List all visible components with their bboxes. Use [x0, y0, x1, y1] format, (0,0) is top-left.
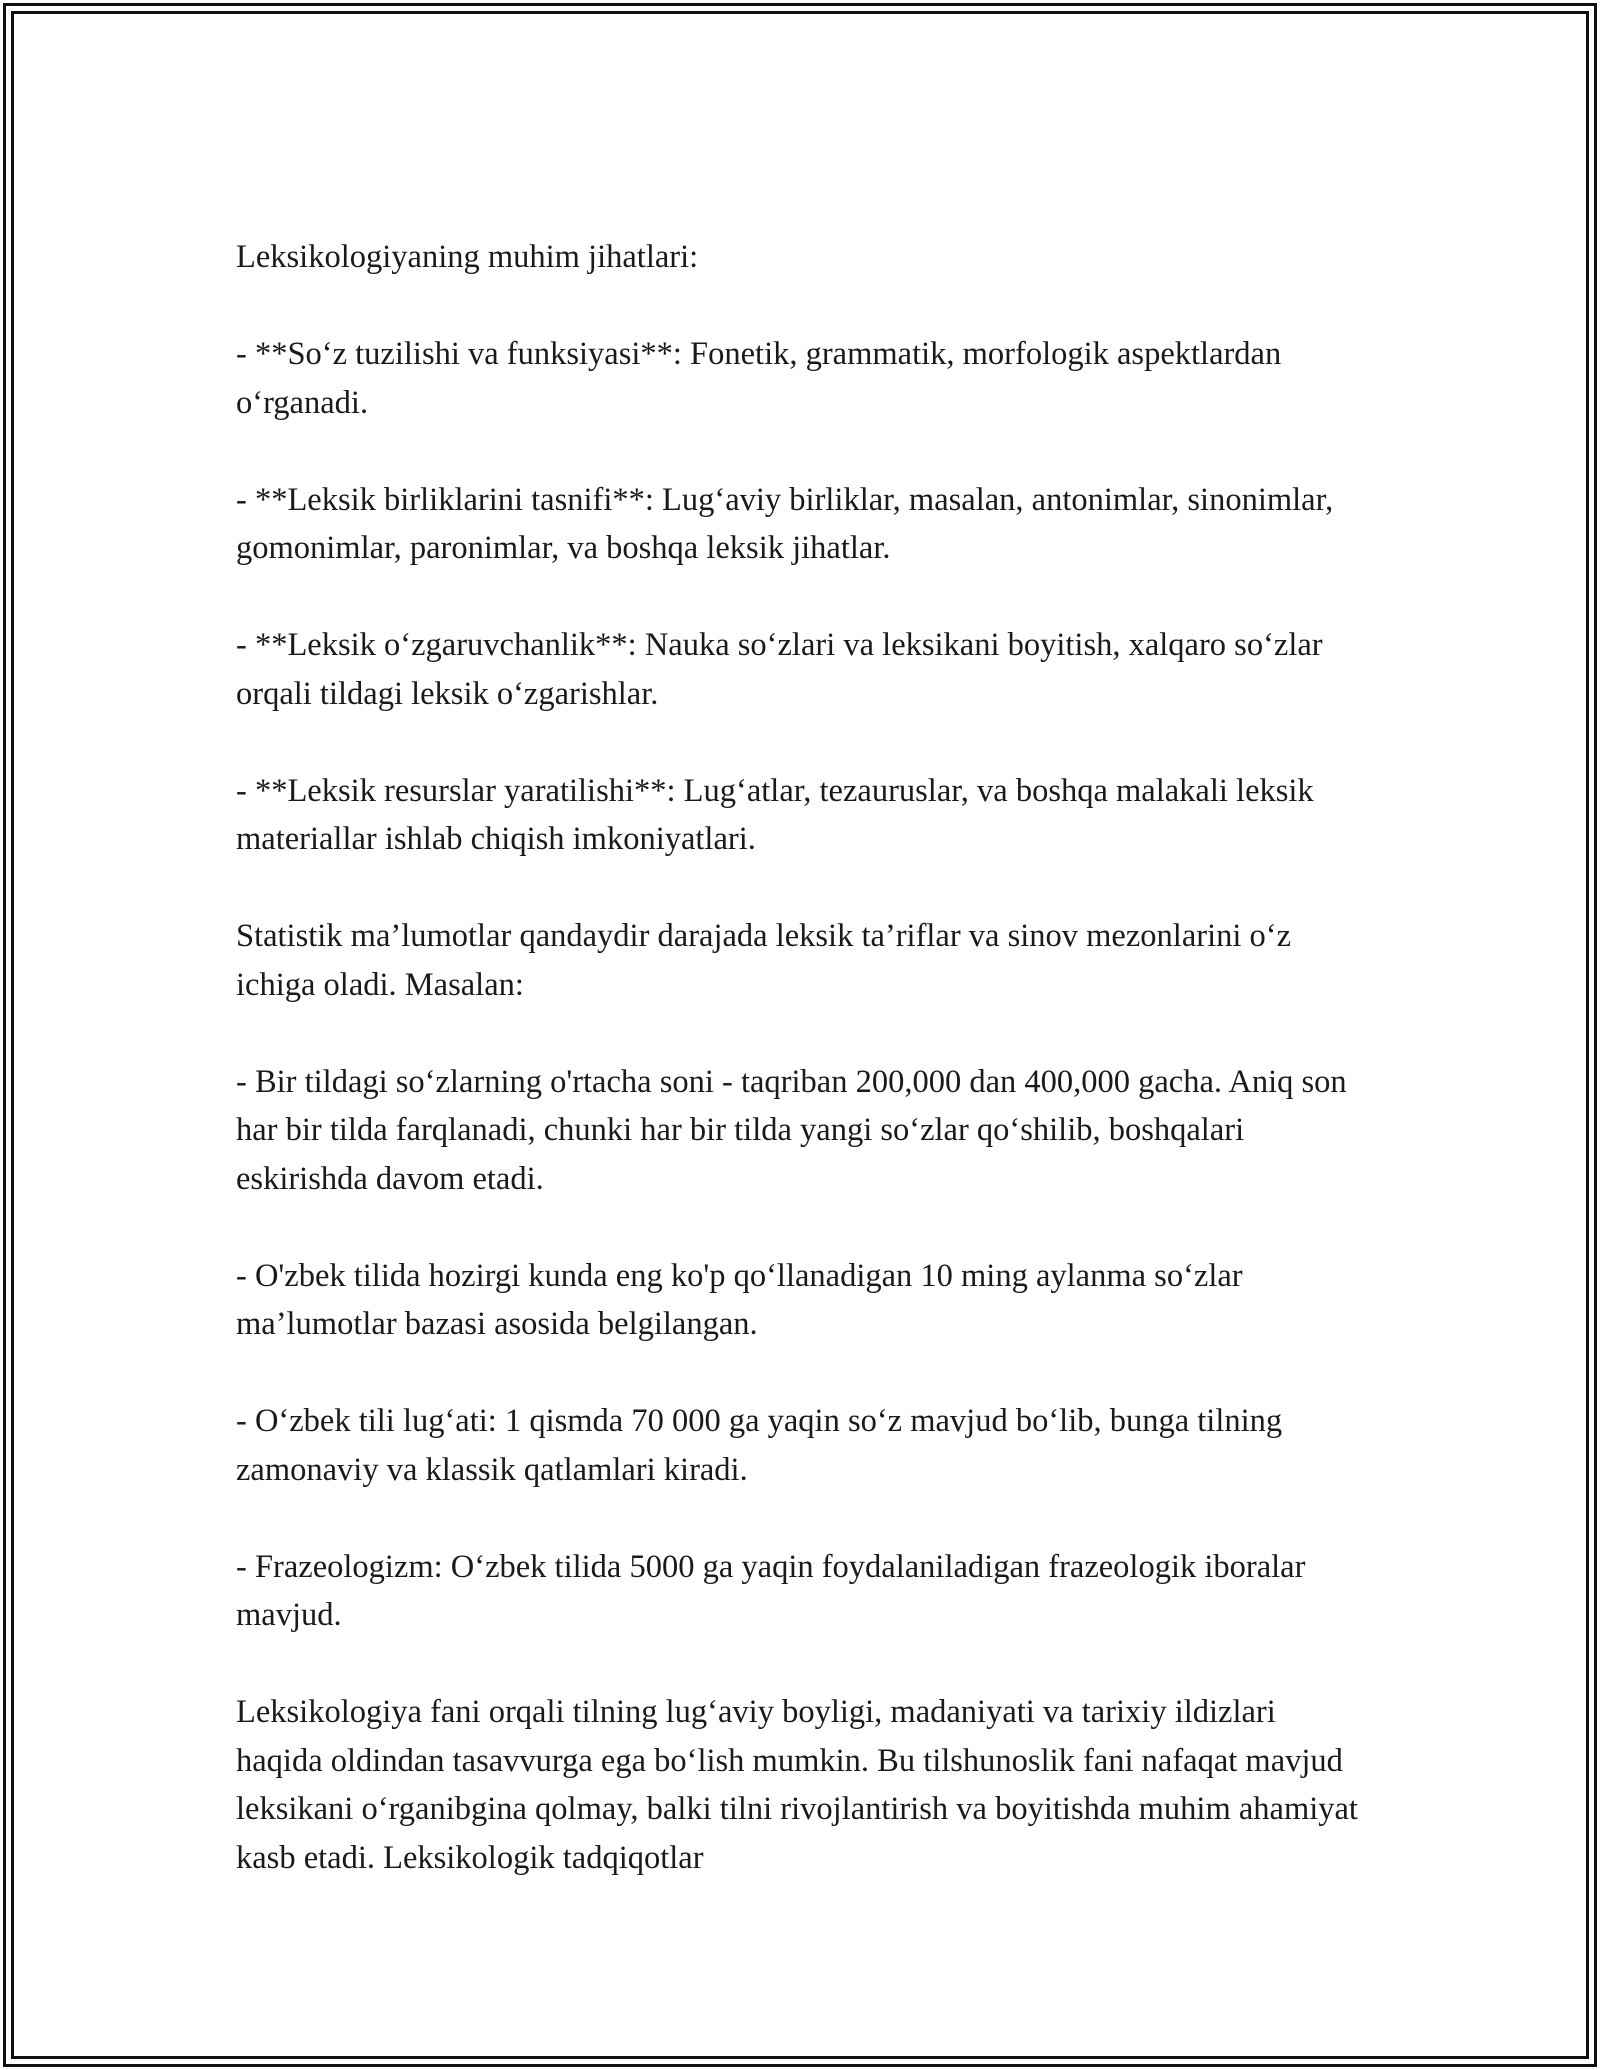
stats-item: - O'zbek tilida hozirgi kunda eng ko'p qo‘llanadigan 10 ming aylanma so‘zlar ma’lumotlar bazasi asosida belgilangan.: [236, 1257, 1243, 1342]
aspect-item: - **Leksik o‘zgaruvchanlik**: Nauka so‘zlari va leksikani boyitish, xalqaro so‘zlar orqali tildagi leksik o‘zgarishlar.: [236, 627, 1323, 712]
section-heading: Leksikologiyaning muhim jihatlari:: [236, 239, 699, 275]
stats-item: - Bir tildagi so‘zlarning o'rtacha soni - taqriban 200,000 dan 400,000 gacha. Aniq son har bir tilda farqlanadi, chunki har bir tilda yangi so‘zlar qo‘shilib, boshqalari eskirishda davom etadi.: [236, 1063, 1347, 1197]
stats-item: - Frazeologizm: O‘zbek tilida 5000 ga yaqin foydalaniladigan frazeologik iboralar mavjud.: [236, 1548, 1306, 1633]
document-body: [236, 233, 1366, 1882]
stats-item: - O‘zbek tili lug‘ati: 1 qismda 70 000 ga yaqin so‘z mavjud bo‘lib, bunga tilning zamonaviy va klassik qatlamlari kiradi.: [236, 1403, 1283, 1488]
conclusion-paragraph: Leksikologiya fani orqali tilning lug‘aviy boyligi, madaniyati va tarixiy ildizlari haqida oldindan tasavvurga ega bo‘lish mumkin. Bu tilshunoslik fani nafaqat mavjud leksikani o‘rganibgina qolmay, balki tilni rivojlantirish va boyitishda muhim ahamiyat kasb etadi. Leksikologik tadqiqotlar: [236, 1694, 1358, 1876]
aspect-item: - **Leksik resurslar yaratilishi**: Lug‘atlar, tezauruslar, va boshqa malakali leksik materiallar ishlab chiqish imkoniyatlari.: [236, 772, 1314, 857]
aspect-item: - **Leksik birliklarini tasnifi**: Lug‘aviy birliklar, masalan, antonimlar, sinonimlar, gomonimlar, paronimlar, va boshqa leksik jihatlar.: [236, 481, 1334, 566]
stats-intro-paragraph: Statistik ma’lumotlar qandaydir darajada leksik ta’riflar va sinov mezonlarini o‘z ichiga oladi. Masalan:: [236, 918, 1291, 1003]
aspect-item: - **So‘z tuzilishi va funksiyasi**: Fonetik, grammatik, morfologik aspektlardan o‘rganadi.: [236, 336, 1282, 421]
